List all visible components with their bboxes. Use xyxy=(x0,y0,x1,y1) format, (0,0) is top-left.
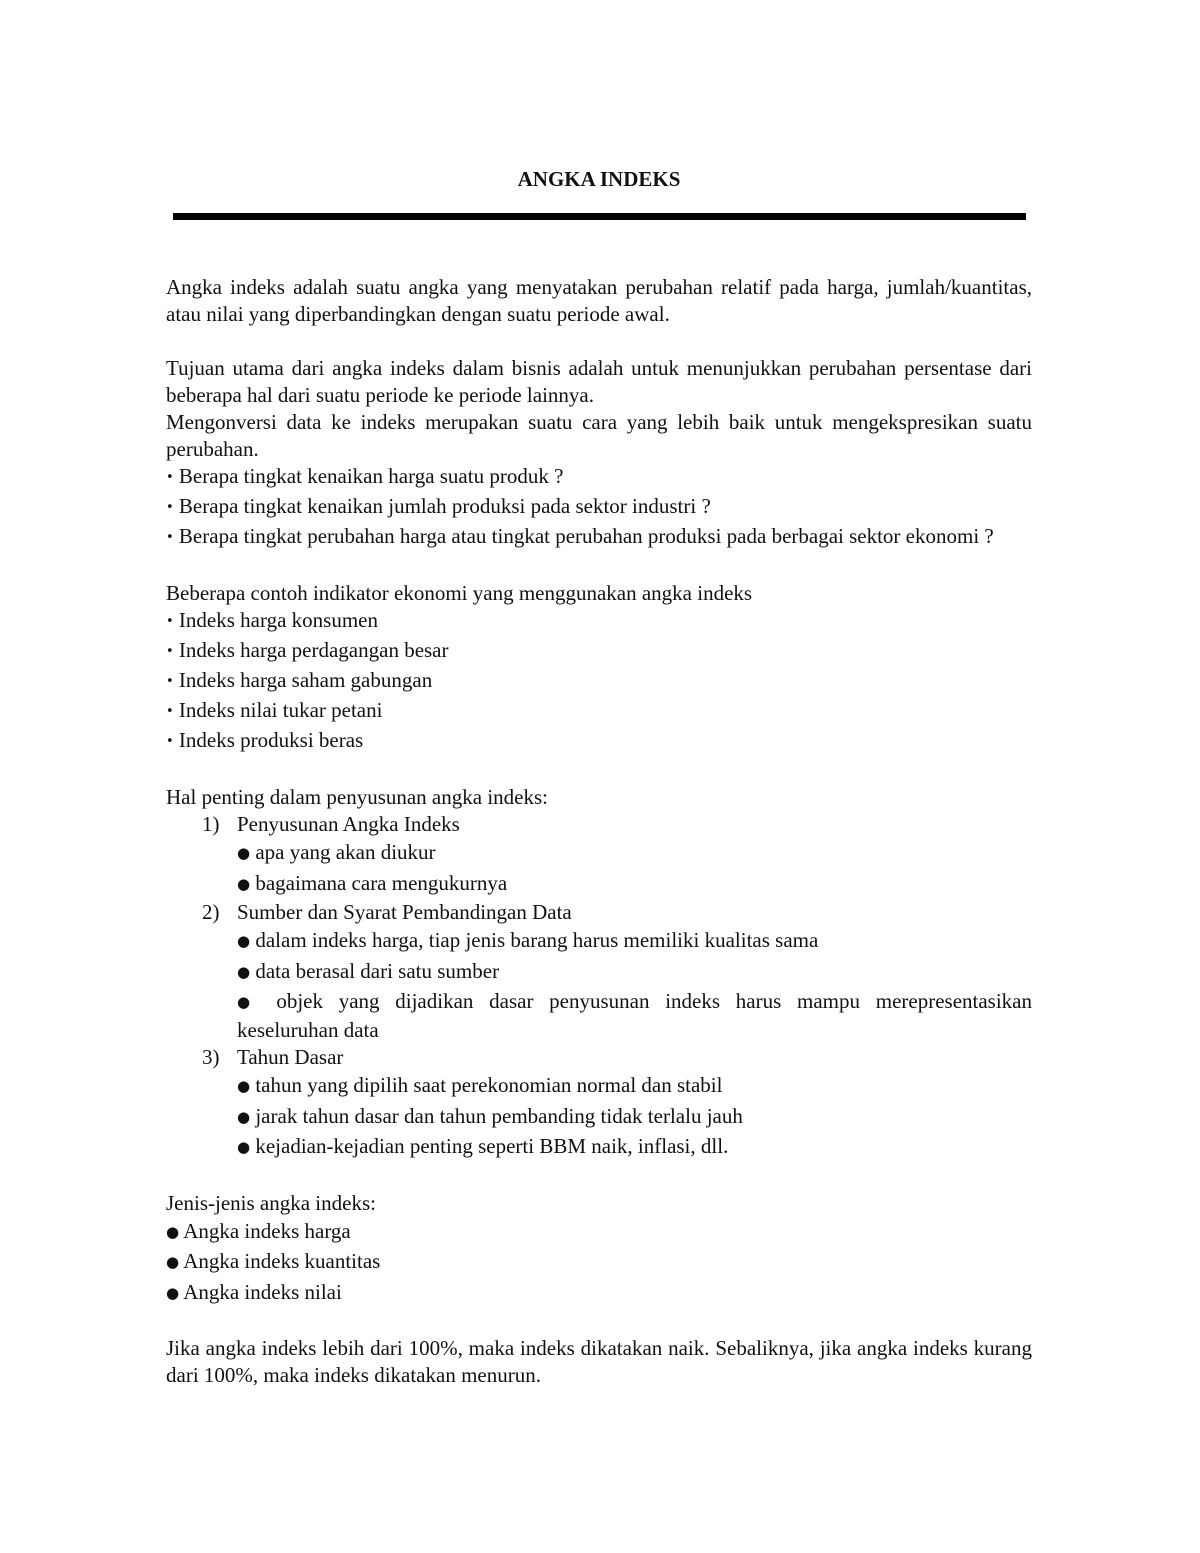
item-number: 1) xyxy=(202,812,220,836)
list-item: ● jarak tahun dasar dan tahun pembanding tidak terlalu jauh xyxy=(237,1103,743,1128)
bullet-icon: ● xyxy=(237,1107,251,1126)
conclusion-paragraph: Jika angka indeks lebih dari 100%, maka indeks dikatakan naik. Sebaliknya, jika angka indeks kurang dari 100%, maka indeks dikatakan menurun. xyxy=(166,1336,1032,1387)
types-list xyxy=(166,1217,1032,1309)
numbered-item xyxy=(166,811,1032,899)
list-item: • Indeks harga saham gabungan xyxy=(166,668,433,692)
list-item: • Indeks harga konsumen xyxy=(166,608,378,632)
list-item: ● bagaimana cara mengukurnya xyxy=(237,870,508,895)
item-label: Penyusunan Angka Indeks xyxy=(237,812,460,836)
conversion-paragraph: Mengonversi data ke indeks merupakan suatu cara yang lebih baik untuk mengekspresikan suatu perubahan. xyxy=(166,410,1032,461)
bullet-icon: • xyxy=(166,734,174,749)
list-item: • Indeks harga perdagangan besar xyxy=(166,638,449,662)
list-item: • Indeks produksi beras xyxy=(166,728,364,752)
bullet-icon: • xyxy=(166,674,174,689)
purpose-paragraph: Tujuan utama dari angka indeks dalam bisnis adalah untuk menunjukkan perubahan persentase dari beberapa hal dari suatu periode ke periode lainnya. xyxy=(166,356,1032,407)
bullet-icon: • xyxy=(166,644,174,659)
bullet-icon: • xyxy=(166,614,174,629)
list-item: ● Angka indeks kuantitas xyxy=(166,1249,381,1273)
bullet-icon: ● xyxy=(237,932,251,950)
bullet-icon: ● xyxy=(237,993,261,1011)
sub-list xyxy=(237,926,1032,1044)
bullet-icon: ● xyxy=(166,1283,180,1302)
bullet-icon: • xyxy=(166,704,174,719)
list-item: ● tahun yang dipilih saat perekonomian normal dan stabil xyxy=(237,1073,723,1097)
document-body xyxy=(166,166,1032,1389)
numbered-item xyxy=(166,899,1032,1044)
item-number: 3) xyxy=(202,1045,220,1069)
bullet-icon: • xyxy=(166,530,174,545)
bullet-icon: ● xyxy=(237,844,251,862)
list-item: ● dalam indeks harga, tiap jenis barang harus memiliki kualitas sama xyxy=(237,928,819,952)
bullet-icon: ● xyxy=(166,1253,180,1271)
intro-paragraph: Angka indeks adalah suatu angka yang menyatakan perubahan relatif pada harga, jumlah/kuantitas, atau nilai yang diperbandingkan dengan suatu periode awal. xyxy=(166,275,1032,326)
numbered-item xyxy=(166,1044,1032,1163)
list-item: • Berapa tingkat perubahan harga atau tingkat perubahan produksi pada berbagai sektor ekonomi ? xyxy=(166,524,994,548)
item-label: Tahun Dasar xyxy=(237,1045,344,1069)
bullet-icon: ● xyxy=(237,962,251,981)
sub-list xyxy=(237,1071,1032,1163)
list-item: ● apa yang akan diukur xyxy=(237,840,436,864)
bullet-icon: • xyxy=(166,500,174,515)
important-heading: Hal penting dalam penyusunan angka indeks: xyxy=(166,785,548,809)
bullet-icon: • xyxy=(166,470,174,485)
sub-list xyxy=(237,838,1032,899)
page-title: ANGKA INDEKS xyxy=(517,167,681,191)
list-item: ● Angka indeks nilai xyxy=(166,1279,342,1304)
bullet-icon: ● xyxy=(166,1222,180,1241)
list-item: • Berapa tingkat kenaikan jumlah produksi pada sektor industri ? xyxy=(166,494,711,518)
list-item: ● kejadian-kejadian penting seperti BBM naik, inflasi, dll. xyxy=(237,1134,729,1158)
question-list xyxy=(166,463,1032,553)
examples-heading: Beberapa contoh indikator ekonomi yang menggunakan angka indeks xyxy=(166,581,753,605)
list-item: ● objek yang dijadikan dasar penyusunan indeks harus mampu merepresentasikan keseluruhan data xyxy=(237,989,1032,1042)
item-number: 2) xyxy=(202,900,220,924)
list-item: • Berapa tingkat kenaikan harga suatu produk ? xyxy=(166,464,564,488)
list-item: • Indeks nilai tukar petani xyxy=(166,698,383,722)
bullet-icon: ● xyxy=(237,1077,251,1095)
title-divider xyxy=(173,213,1026,220)
bullet-icon: ● xyxy=(237,874,251,893)
list-item: ● Angka indeks harga xyxy=(166,1218,351,1243)
examples-list xyxy=(166,607,1032,757)
types-heading: Jenis-jenis angka indeks: xyxy=(166,1190,376,1215)
list-item: ● data berasal dari satu sumber xyxy=(237,958,500,983)
important-list xyxy=(166,811,1032,1163)
bullet-icon: ● xyxy=(237,1138,251,1156)
item-label: Sumber dan Syarat Pembandingan Data xyxy=(237,900,572,924)
